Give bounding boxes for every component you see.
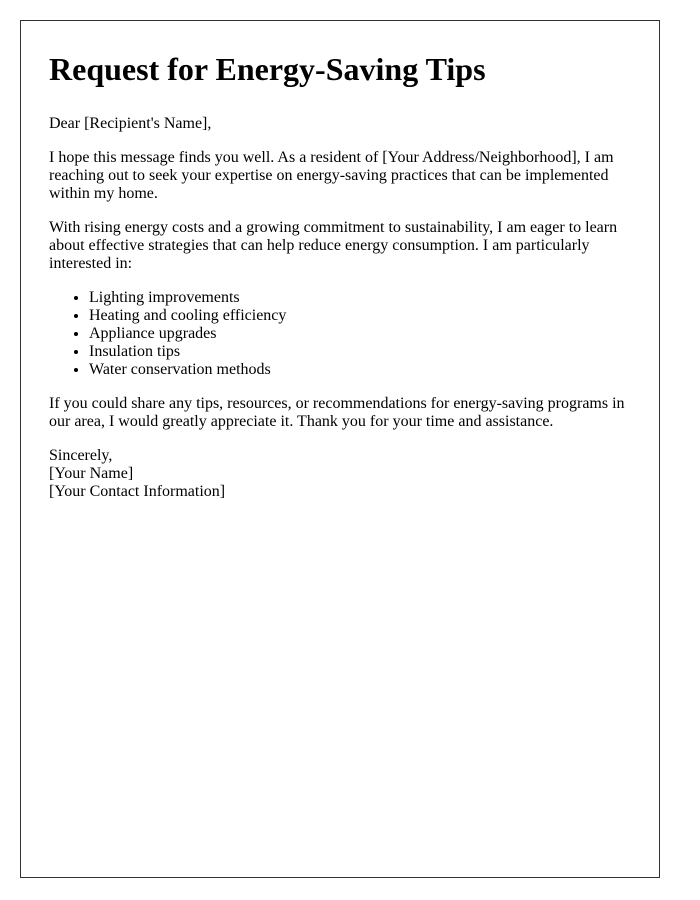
- list-item: • Insulation tips: [89, 343, 633, 361]
- closing-paragraph: If you could share any tips, resources, or recommendations for energy-saving programs in our area, I would greatly appreciate it. Thank you for your time and assistance.: [49, 395, 625, 430]
- intro-paragraph: I hope this message finds you well. As a resident of [Your Address/Neighborhood], I am reaching out to seek your expertise on energy-saving practices that can be implemented within my home.: [49, 149, 614, 202]
- body-paragraph: With rising energy costs and a growing commitment to sustainability, I am eager to learn about effective strategies that can help reduce energy consumption. I am particularly interested in:: [49, 219, 618, 272]
- letter-page: [20, 20, 660, 878]
- letter-content: [49, 49, 633, 517]
- signature-name: [Your Name]: [49, 465, 134, 482]
- list-item: • Heating and cooling efficiency: [89, 307, 633, 325]
- salutation: Dear [Recipient's Name],: [49, 115, 212, 132]
- interests-list: [49, 289, 633, 379]
- letter-title: Request for Energy-Saving Tips: [49, 51, 486, 87]
- list-item: • Appliance upgrades: [89, 325, 633, 343]
- list-item: • Water conservation methods: [89, 361, 633, 379]
- closing-text: Sincerely,: [49, 447, 113, 464]
- signature-block: [49, 447, 633, 501]
- list-item: • Lighting improvements: [89, 289, 633, 307]
- signature-contact: [Your Contact Information]: [49, 483, 226, 500]
